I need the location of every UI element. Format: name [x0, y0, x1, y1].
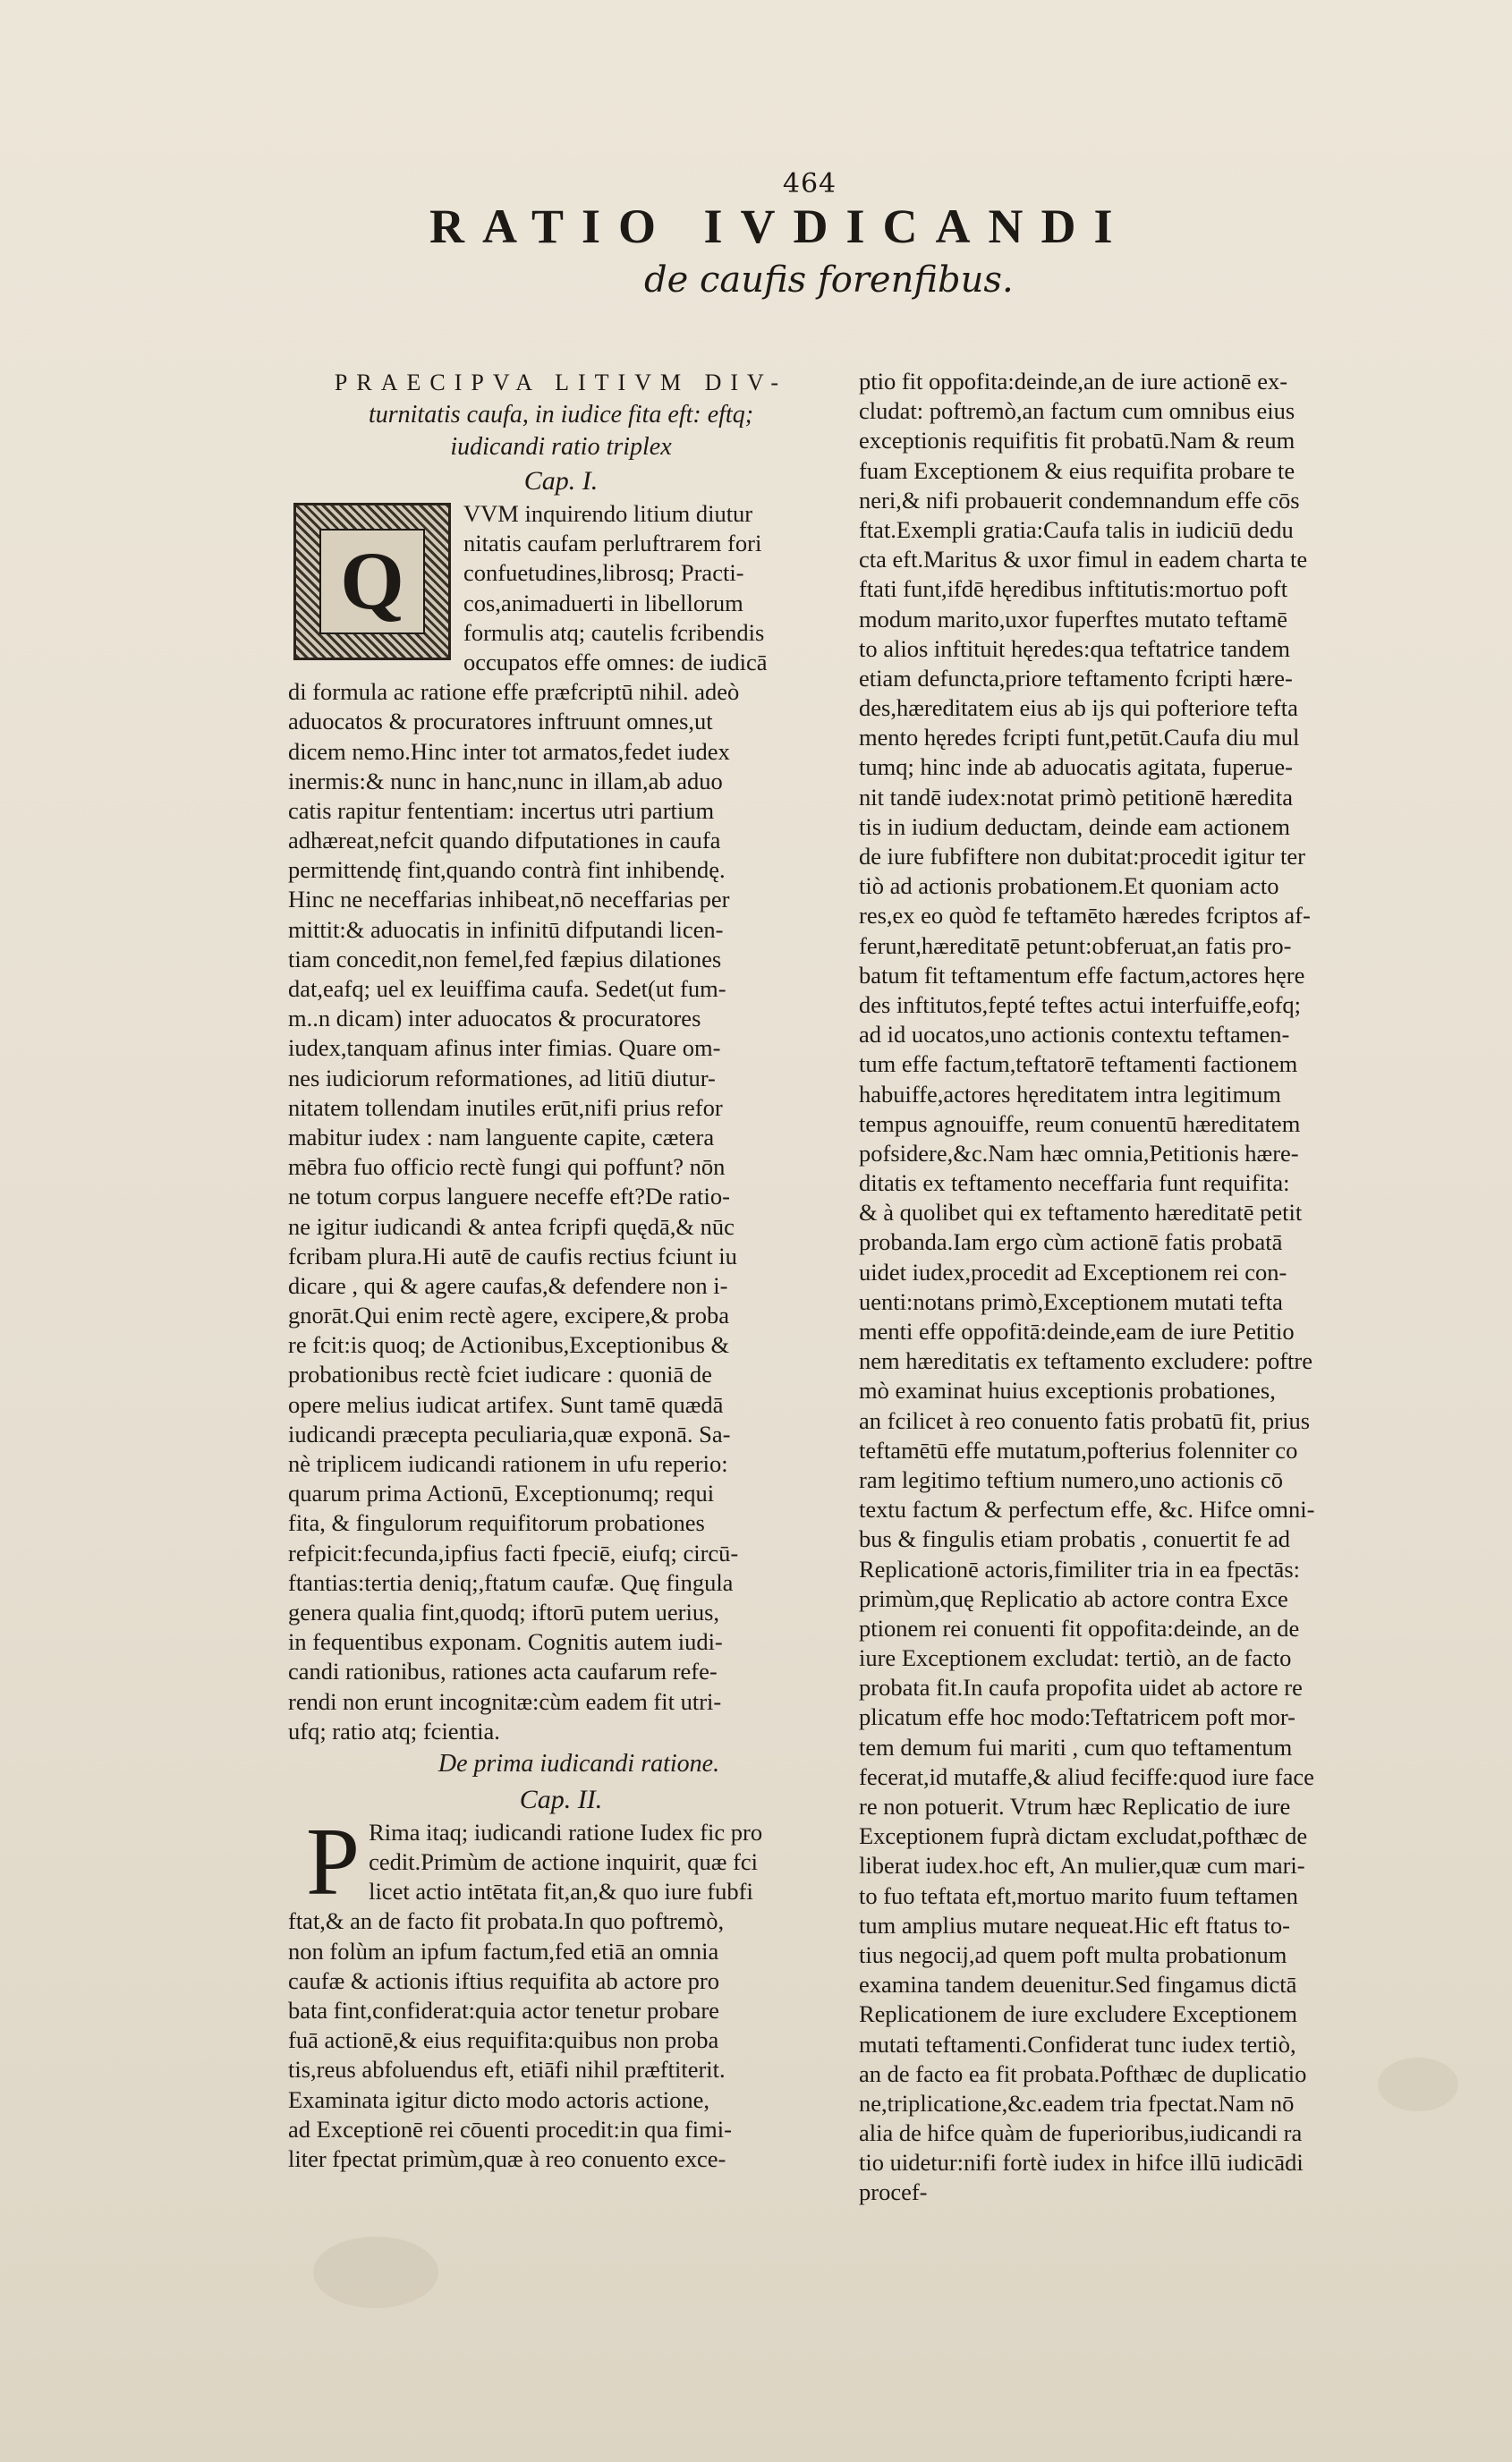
text-line: Exceptionem fuprà dictam excludat,pofthæc de	[859, 1822, 1308, 1850]
text-line: opere melius iudicat artifex. Sunt tamē quædā	[288, 1390, 724, 1418]
text-line: ptio fit oppofita:deinde,an de iure actionē ex-	[859, 368, 1288, 395]
text-line: habuiffe,actores hęreditatem intra legitimum	[859, 1080, 1281, 1108]
chapter-2-label: Cap. II.	[519, 1784, 603, 1814]
text-line: tis in iudium deductam, deinde eam actionem	[859, 812, 1291, 840]
text-line: cta eft.Maritus & uxor fimul in eadem charta te	[859, 546, 1308, 573]
page-number: 464	[782, 168, 837, 200]
heading-line-2: turnitatis caufa, in iudice fita eft: eftq;	[368, 401, 754, 429]
text-line: catis rapitur fententiam: incertus utri partium	[288, 796, 715, 824]
text-line: iudex,tanquam afinus inter fimias. Quare om-	[288, 1034, 721, 1062]
text-line: uidet iudex,procedit ad Exceptionem rei con-	[859, 1258, 1287, 1286]
text-line: tiam concedit,non femel,fed fæpius dilationes	[288, 945, 722, 972]
text-line: ftantias:tertia deniq;,ftatum caufæ. Quę fingula	[288, 1568, 734, 1596]
text-line: iudicandi præcepta peculiaria,quæ exponā. Sa-	[288, 1420, 731, 1447]
text-line: ditatis ex teftamento neceffaria funt requifita:	[859, 1169, 1290, 1197]
text-line: nitatem tollendam inutiles erūt,nifi prius refor	[288, 1093, 723, 1121]
decorated-initial-q	[293, 503, 451, 660]
text-line: Examinata igitur dicto modo actoris actione,	[288, 2085, 709, 2113]
text-line: probationibus rectè fciet iudicare : quoniā de	[288, 1361, 712, 1388]
chapter-2-indented-lines	[288, 1818, 834, 1937]
text-line: tempus agnouiffe, reum conuentū hæreditatem	[859, 1109, 1301, 1137]
text-line: menti effe oppofitā:deinde,eam de iure Petitio	[859, 1318, 1295, 1345]
text-line: caufæ & actionis iftius requifita ab actore pro	[288, 1966, 719, 1994]
paper-stain	[313, 2237, 438, 2308]
text-line: ptionem rei conuenti fit oppofita:deinde, an de	[859, 1614, 1300, 1642]
text-line: permittendę fint,quando contrà fint inhibendę.	[288, 856, 726, 884]
text-line: mabitur iudex : nam languente capite, cætera	[288, 1123, 715, 1150]
text-line: ad Exceptionē rei cōuenti procedit:in qua fimi-	[288, 2115, 732, 2143]
text-line: primùm,quę Replicatio ab actore contra Exce	[859, 1584, 1288, 1612]
text-line: iure Exceptionem excludat: tertiò, an de facto	[859, 1644, 1292, 1672]
chapter-2-opening	[288, 1818, 834, 1937]
text-line: tius negocij,ad quem poft multa probationum	[859, 1940, 1287, 1968]
text-line: nem hæreditatis ex teftamento excludere: poftre	[859, 1347, 1312, 1375]
left-column	[288, 367, 834, 2174]
text-line: Replicationē actoris,fimiliter tria in ea fpectās:	[859, 1555, 1300, 1583]
text-line: teftamētū effe mutatum,pofterius folenniter co	[859, 1436, 1298, 1464]
text-line: uenti:notans primò,Exceptionem mutati tefta	[859, 1287, 1283, 1315]
chapter-2-heading: De prima iudicandi ratione.	[437, 1749, 720, 1778]
text-line: in fequentibus exponam. Cognitis autem iudi-	[288, 1628, 723, 1656]
text-line: VVM inquirendo litium diutur	[463, 500, 753, 527]
text-line: mēbra fuo officio rectè fungi qui poffunt? nōn	[288, 1153, 726, 1181]
text-line: mittit:& aduocatis in infinitū difputandi licen-	[288, 915, 724, 943]
text-line: to fuo teftata eft,mortuo marito fuum teftamen	[859, 1881, 1298, 1909]
text-line: tem demum fui mariti , cum quo teftamentum	[859, 1733, 1293, 1761]
running-title: RATIO IVDICANDI	[429, 200, 1131, 253]
text-line: fuam Exceptionem & eius requifita probare te	[859, 456, 1295, 484]
text-line: licet actio intētata fit,an,& quo iure fubfi	[369, 1878, 753, 1906]
text-line: aduocatos & procuratores inftruunt omnes,ut	[288, 708, 713, 735]
text-line: tis,reus abfoluendus eft, etiāfi nihil præftiterit.	[288, 2056, 726, 2084]
text-line: ferunt,hæreditatē petunt:obferuat,an fatis pro-	[859, 931, 1292, 959]
chapter-1-opening	[288, 499, 834, 677]
text-line: cedit.Primùm de actione inquirit, quæ fci	[369, 1848, 759, 1876]
text-line: res,ex eo quòd fe teftamēto hæredes fcriptos af-	[859, 902, 1311, 930]
text-line: ne,triplicatione,&c.eadem tria fpectat.Nam nō	[859, 2089, 1295, 2117]
text-line: cos,animaduerti in libellorum	[463, 589, 743, 616]
text-line: ad id uocatos,uno actionis contextu teftamen-	[859, 1021, 1290, 1048]
text-line: nes iudiciorum reformationes, ad litiū diutur-	[288, 1064, 716, 1091]
text-line: occupatos effe omnes: de iudicā	[463, 648, 768, 675]
text-line: textu factum & perfectum effe, &c. Hifce omni-	[859, 1496, 1315, 1524]
text-line: de iure fubfiftere non dubitat:procedit igitur ter	[859, 843, 1305, 870]
text-line: examina tandem deuenitur.Sed fingamus dictā	[859, 1971, 1297, 1999]
text-line: ftati funt,ifdē hęredibus inftitutis:mortuo poft	[859, 575, 1288, 603]
text-line: dicare , qui & agere caufas,& defendere non i-	[288, 1271, 728, 1299]
heading-line-3: iudicandi ratio triplex	[450, 433, 672, 461]
text-line: alia de hifce quàm de fuperioribus,iudicandi ra	[859, 2119, 1303, 2147]
text-line: mento hęredes fcripti funt,petūt.Caufa diu mul	[859, 724, 1300, 751]
text-line: tumq; hinc inde ab aduocatis agitata, fuperue-	[859, 753, 1293, 781]
text-line: confuetudines,librosq; Practi-	[463, 559, 744, 587]
chapter-2-body	[288, 1937, 834, 2175]
running-subtitle: de caufis forenfibus.	[644, 259, 1014, 301]
text-line: dicem nemo.Hinc inter tot armatos,fedet iudex	[288, 737, 730, 765]
text-line: m..n dicam) inter aduocatos & procuratores	[288, 1005, 701, 1032]
text-line: non folùm an ipfum factum,fed etiā an omnia	[288, 1937, 719, 1965]
decorated-initial-letter: Q	[319, 529, 425, 634]
text-line: plicatum effe hoc modo:Teftatricem poft mor-	[859, 1703, 1295, 1731]
text-line: procef-	[859, 2178, 928, 2206]
heading-line-1: PRAECIPVA LITIVM DIV-	[334, 369, 788, 395]
text-line: an fcilicet à reo conuento fatis probatū fit, prius	[859, 1406, 1311, 1434]
text-line: ftat,& an de facto fit probata.In quo poftremò,	[288, 1907, 725, 1935]
text-line: rendi non erunt incognitæ:cùm eadem fit utri-	[288, 1687, 722, 1715]
right-column-body	[859, 367, 1414, 2208]
text-line: adhæreat,nefcit quando difputationes in caufa	[288, 827, 721, 854]
text-line: candi rationibus, rationes acta caufarum refe-	[288, 1658, 718, 1685]
text-line: pofsidere,&c.Nam hæc omnia,Petitionis hære-	[859, 1139, 1299, 1167]
text-line: ftat.Exempli gratia:Caufa talis in iudiciū dedu	[859, 515, 1294, 543]
text-line: modum marito,uxor fuperftes mutato teftamē	[859, 605, 1288, 632]
text-line: re fcit:is quoq; de Actionibus,Exceptionibus &	[288, 1331, 730, 1359]
text-line: neri,& nifi probauerit condemnandum effe cōs	[859, 486, 1300, 514]
text-line: Rima itaq; iudicandi ratione Iudex fic pro	[369, 1818, 763, 1846]
text-line: an de facto ea fit probata.Pofthæc de duplicatio	[859, 2059, 1307, 2087]
text-line: Hinc ne neceffarias inhibeat,nō neceffarias per	[288, 886, 730, 913]
chapter-heading	[288, 367, 834, 463]
text-line: bata fint,confiderat:quia actor tenetur probare	[288, 1997, 719, 2024]
text-line: exceptionis requifitis fit probatū.Nam & reum	[859, 427, 1295, 454]
text-line: liter fpectat primùm,quæ à reo conuento exce-	[288, 2144, 726, 2172]
text-line: probata fit.In caufa propofita uidet ab actore re	[859, 1674, 1303, 1702]
chapter-1-label: Cap. I.	[523, 466, 599, 496]
right-column	[859, 367, 1414, 2208]
text-line: mò examinat huius exceptionis probationes,	[859, 1377, 1276, 1405]
text-line: refpicit:fecunda,ipfius facti fpeciē, eiufq; circū-	[288, 1539, 739, 1566]
text-line: fcribam plura.Hi autē de caufis rectius fciunt iu	[288, 1242, 737, 1269]
text-line: & à quolibet qui ex teftamento hæreditatē petit	[859, 1199, 1303, 1227]
text-line: ne igitur iudicandi & antea fcripfi quędā,& nūc	[288, 1212, 735, 1240]
text-line: nitatis caufam perluftrarem fori	[463, 530, 762, 557]
text-line: quarum prima Actionū, Exceptionumq; requi	[288, 1480, 715, 1507]
text-line: tio uidetur:nifi fortè iudex in hifce illū iudicādi	[859, 2149, 1304, 2177]
text-line: des inftitutos,fepté teftes actui interfuiffe,eofq;	[859, 990, 1302, 1018]
text-line: tum amplius mutare nequeat.Hic eft ftatus to-	[859, 1911, 1291, 1939]
text-line: batum fit teftamentum effe factum,actores hęre	[859, 961, 1305, 989]
text-line: mutati teftamenti.Confiderat tunc iudex tertiò,	[859, 2030, 1296, 2058]
text-line: re non potuerit. Vtrum hæc Replicatio de iure	[859, 1793, 1291, 1820]
text-line: des,hæreditatem eius ab ijs qui pofteriore tefta	[859, 694, 1298, 722]
text-line: fecerat,id mutaffe,& aliud feciffe:quod iure face	[859, 1762, 1314, 1790]
text-line: cludat: poftremò,an factum cum omnibus eius	[859, 397, 1295, 425]
text-line: di formula ac ratione effe præfcriptū nihil. adeò	[288, 678, 740, 706]
text-line: gnorāt.Qui enim rectè agere, excipere,& proba	[288, 1302, 729, 1329]
text-line: genera qualia fint,quodq; iftorū putem uerius,	[288, 1598, 720, 1626]
text-line: to alios inftituit hęredes:qua teftatrice tandem	[859, 634, 1290, 662]
text-line: formulis atq; cautelis fcribendis	[463, 618, 765, 646]
text-line: tiò ad actionis probationem.Et quoniam acto	[859, 872, 1279, 900]
text-line: dat,eafq; uel ex leuiffima caufa. Sedet(ut fum-	[288, 975, 726, 1002]
text-line: inermis:& nunc in hanc,nunc in illam,ab aduo	[288, 767, 723, 794]
initial-p: P	[306, 1817, 361, 1915]
text-line: liberat iudex.hoc eft, An mulier,quæ cum mari-	[859, 1852, 1305, 1880]
text-line: ne totum corpus languere neceffe eft?De ratio-	[288, 1183, 730, 1210]
chapter-1-body	[288, 677, 834, 1746]
text-line: fita, & fingulorum requifitorum probationes	[288, 1509, 705, 1537]
text-line: bus & fingulis etiam probatis , conuertit fe ad	[859, 1525, 1291, 1553]
text-line: nit tandē iudex:notat primò petitionē hæredita	[859, 783, 1293, 811]
text-line: ram legitimo teftium numero,uno actionis cō	[859, 1465, 1283, 1493]
text-line: fuā actionē,& eius requifita:quibus non proba	[288, 2026, 719, 2054]
text-line: etiam defuncta,priore teftamento fcripti hære-	[859, 664, 1293, 692]
text-line: tum effe factum,teftatorē teftamenti factionem	[859, 1050, 1298, 1078]
text-line: probanda.Iam ergo cùm actionē fatis probatā	[859, 1228, 1283, 1256]
text-line: nè triplicem iudicandi rationem in ufu reperio:	[288, 1450, 728, 1477]
text-line: Replicationem de iure excludere Exceptionem	[859, 2000, 1298, 2028]
text-line: ufq; ratio atq; fcientia.	[288, 1717, 500, 1745]
